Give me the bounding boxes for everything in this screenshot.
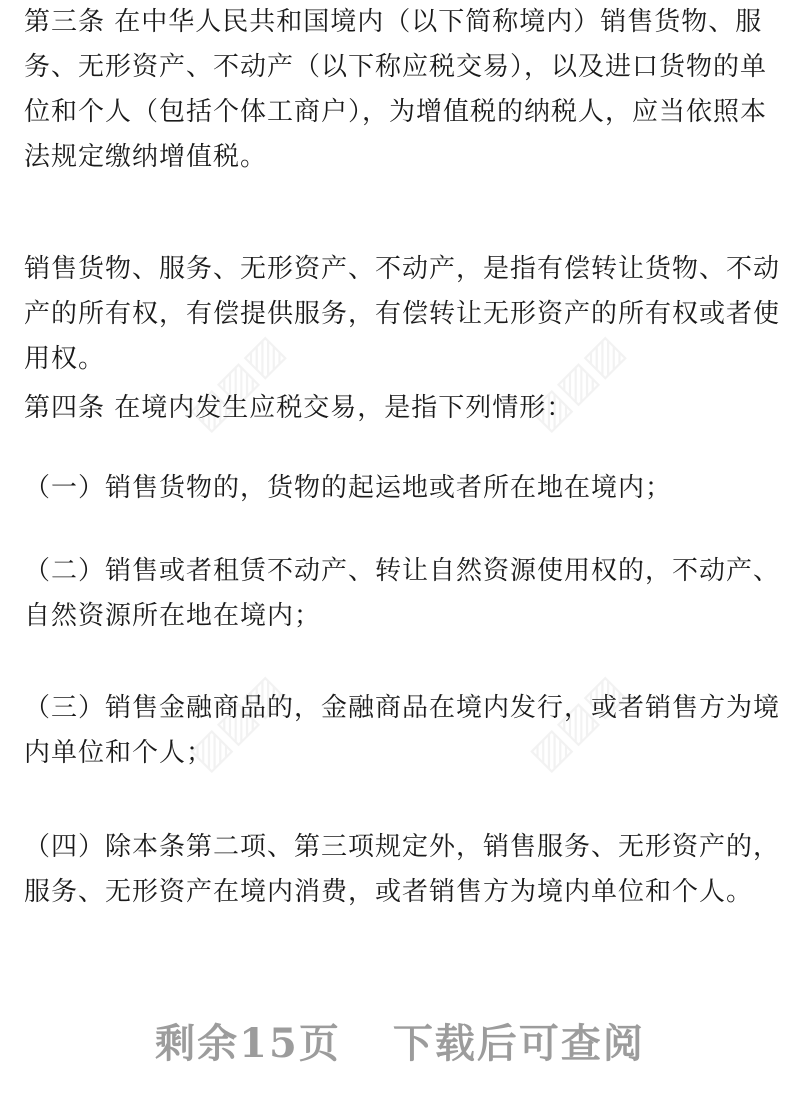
remaining-pages-label: 剩余15页 — [155, 1019, 341, 1067]
download-banner[interactable] — [0, 1010, 800, 1070]
paragraph-article-3: 第三条 在中华人民共和国境内（以下简称境内）销售货物、服务、无形资产、不动产（以下称应税交易），以及进口货物的单位和个人（包括个体工商户），为增值税的纳税人，应当依照本法规定缴纳增值税。 — [24, 7, 768, 172]
download-prompt-label[interactable]: 下载后可查阅 — [392, 1019, 645, 1067]
list-item-4: （四）除本条第二项、第三项规定外，销售服务、无形资产的，服务、无形资产在境内消费，或者销售方为境内单位和个人。 — [24, 832, 781, 907]
watermark-logo: ▨▨▨ — [180, 326, 294, 440]
watermark-logo: ▨▨▨ — [520, 326, 634, 440]
list-item-3: （三）销售金融商品的，金融商品在境内发行，或者销售方为境内单位和个人； — [24, 693, 781, 768]
paragraph-sales-definition: 销售货物、服务、无形资产、不动产，是指有偿转让货物、不动产的所有权，有偿提供服务，有偿转让无形资产的所有权或者使用权。 — [24, 254, 781, 374]
list-item-1: （一）销售货物的，货物的起运地或者所在地在境内； — [24, 473, 673, 503]
watermark-logo: ▨▨▨ — [520, 666, 634, 780]
watermark-logo: ▨▨▨ — [180, 666, 294, 780]
paragraph-article-4: 第四条 在境内发生应税交易，是指下列情形： — [24, 393, 574, 423]
list-item-2: （二）销售或者租赁不动产、转让自然资源使用权的，不动产、自然资源所在地在境内； — [24, 556, 781, 631]
